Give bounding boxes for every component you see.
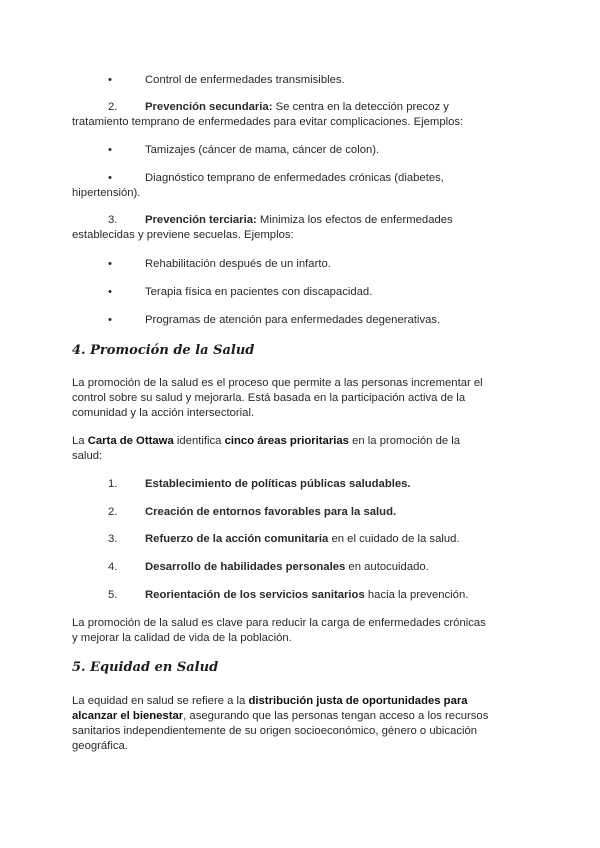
area-number: 5.	[108, 589, 118, 601]
equidad-line3: sanitarios independientemente de su origen socioeconómico, género o ubicación	[72, 725, 478, 737]
section-heading-promocion: 4. Promoción de la Salud	[72, 343, 255, 358]
list-item-control: Control de enfermedades transmisibles.	[145, 74, 345, 86]
promocion-closing-line2: y mejorar la calidad de vida de la población.	[72, 632, 292, 644]
list-item-tamizajes: Tamizajes (cáncer de mama, cáncer de colon).	[145, 144, 380, 156]
bullet-marker: •	[108, 286, 112, 298]
promocion-para-line3: comunidad y la acción intersectorial.	[72, 407, 255, 419]
area-item-bold: Refuerzo de la acción comunitaria	[145, 533, 329, 545]
secundaria-line1	[145, 100, 449, 114]
equidad-bold1: distribución justa de oportunidades para	[248, 695, 468, 707]
ottawa-bold-carta: Carta de Ottawa	[87, 435, 174, 447]
area-item-bold: Reorientación de los servicios sanitarios	[145, 589, 365, 601]
item-number-2: 2.	[108, 101, 118, 113]
bullet-marker: •	[108, 314, 112, 326]
list-item-programas: Programas de atención para enfermedades degenerativas.	[145, 314, 441, 326]
area-item-bold: Creación de entornos favorables para la salud.	[145, 506, 397, 518]
equidad-line4: geográfica.	[72, 740, 128, 752]
promocion-closing-line1: La promoción de la salud es clave para reducir la carga de enfermedades crónicas	[72, 617, 486, 629]
equidad-pre: La equidad en salud se refiere a la	[72, 695, 249, 707]
area-item-bold: Establecimiento de políticas públicas saludables.	[145, 478, 411, 490]
area-number: 4.	[108, 561, 118, 573]
bullet-marker: •	[108, 74, 112, 86]
area-item	[145, 588, 468, 602]
area-item-rest: hacia la prevención.	[364, 589, 469, 601]
area-item-rest: en autocuidado.	[345, 561, 429, 573]
section-heading-equidad: 5. Equidad en Salud	[72, 660, 219, 675]
secundaria-label: Prevención secundaria:	[145, 101, 273, 113]
area-number: 2.	[108, 506, 118, 518]
list-item-rehabilitacion: Rehabilitación después de un infarto.	[145, 258, 331, 270]
area-item-rest: en el cuidado de la salud.	[328, 533, 460, 545]
bullet-marker: •	[108, 144, 112, 156]
equidad-line2	[72, 709, 532, 723]
list-item-diagnostico-cont: hipertensión).	[72, 187, 141, 199]
equidad-bold2: alcanzar el bienestar	[72, 710, 184, 722]
list-item-diagnostico: Diagnóstico temprano de enfermedades crónicas (diabetes,	[145, 172, 444, 184]
equidad-post2: , asegurando que las personas tengan acceso a los recursos	[183, 710, 489, 722]
ottawa-post: en la promoción de la	[348, 435, 461, 447]
secundaria-text1: Se centra en la detección precoz y	[272, 101, 449, 113]
ottawa-line1	[72, 434, 532, 448]
terciaria-label: Prevención terciaria:	[145, 214, 257, 226]
promocion-para-line2: control sobre su salud y mejorarla. Está basada en la participación activa de la	[72, 392, 466, 404]
ottawa-pre: La	[72, 435, 88, 447]
area-item-bold: Desarrollo de habilidades personales	[145, 561, 346, 573]
bullet-marker: •	[108, 172, 112, 184]
area-number: 1.	[108, 478, 118, 490]
equidad-line1	[72, 694, 532, 708]
area-item	[145, 505, 396, 519]
ottawa-bold-areas: cinco áreas prioritarias	[224, 435, 349, 447]
ottawa-mid: identifica	[173, 435, 225, 447]
list-item-terapia: Terapia física en pacientes con discapacidad.	[145, 286, 373, 298]
ottawa-line2: salud:	[72, 450, 103, 462]
area-item	[145, 532, 460, 546]
area-item	[145, 477, 411, 491]
area-item	[145, 560, 429, 574]
bullet-marker: •	[108, 258, 112, 270]
promocion-para-line1: La promoción de la salud es el proceso que permite a las personas incrementar el	[72, 377, 483, 389]
terciaria-text1: Minimiza los efectos de enfermedades	[256, 214, 453, 226]
item-number-3: 3.	[108, 214, 118, 226]
terciaria-line1	[145, 213, 453, 227]
secundaria-line2: tratamiento temprano de enfermedades para evitar complicaciones. Ejemplos:	[72, 116, 464, 128]
area-number: 3.	[108, 533, 118, 545]
terciaria-line2: establecidas y previene secuelas. Ejemplos:	[72, 229, 294, 241]
